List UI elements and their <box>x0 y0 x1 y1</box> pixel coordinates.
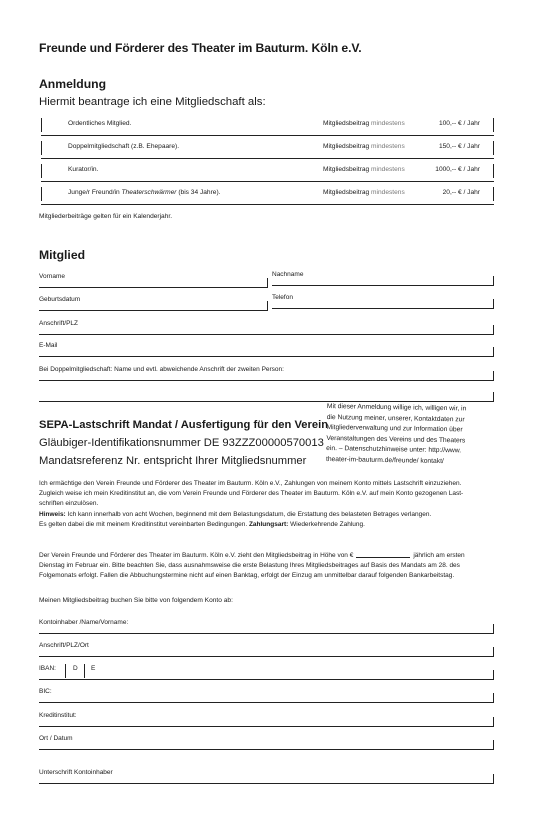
field-right-edge <box>493 774 494 784</box>
beitrag-amount-input[interactable] <box>356 549 410 558</box>
field-right-edge <box>493 647 494 657</box>
field-underline <box>39 656 494 657</box>
checkbox-left-edge <box>41 187 42 201</box>
mitglied-heading: Mitglied <box>39 248 86 262</box>
option-amount: 150,-- € / Jahr <box>438 143 480 150</box>
option-label: Doppelmitgliedschaft (z.B. Ehepaare). <box>68 143 180 150</box>
organization-title: Freunde und Förderer des Theater im Bauturm. Köln e.V. <box>39 41 362 55</box>
geburtsdatum-label: Geburtsdatum <box>39 296 81 303</box>
option-fee-caption: Mitgliedsbeitrag mindestens <box>323 166 405 173</box>
konto-anschrift-field[interactable] <box>39 639 494 657</box>
mandatsreferenz: Mandatsreferenz Nr. entspricht Ihrer Mitgliedsnummer <box>39 455 307 467</box>
row-underline <box>41 181 494 182</box>
anmeldung-subtitle: Hiermit beantrage ich eine Mitgliedschaft als: <box>39 96 266 108</box>
checkbox-left-edge <box>41 141 42 155</box>
field-right-edge <box>493 392 494 402</box>
email-label: E-Mail <box>39 342 58 349</box>
nachname-label: Nachname <box>272 271 304 278</box>
membership-option-doppel[interactable] <box>41 139 494 161</box>
row-underline <box>41 135 494 136</box>
field-underline <box>39 310 268 311</box>
sepa-einzug-paragraph: Der Verein Freunde und Förderer des Theater im Bauturm. Köln e.V. zieht den Mitgliedsbeitrag in Höhe von € jährlich am ersten Dienstag im Februar ein. Bitte beachten Sie, dass ausnahmsweise die erste Belastung Ihres Mitgliedsbeitrages auf Basis des Mandats am 28. des Folgemonats erfolgt. Fallen die Abbuchungstermine nicht auf einen Banktag, erfolgt der Einzug am unmittelbar darauf folgenden Bankarbeitstag. <box>39 549 499 582</box>
field-underline <box>39 726 494 727</box>
iban-country-e: E <box>91 665 96 672</box>
telefon-field[interactable] <box>272 291 494 309</box>
row-right-edge <box>493 141 494 155</box>
field-underline <box>39 401 494 402</box>
field-right-edge <box>493 299 494 309</box>
row-underline <box>41 158 494 159</box>
sepa-heading: SEPA-Lastschrift Mandat / Ausfertigung für den Verein <box>39 419 329 431</box>
telefon-label: Telefon <box>272 294 293 301</box>
iban-field[interactable] <box>39 662 494 680</box>
option-label: Ordentliches Mitglied. <box>68 120 132 127</box>
iban-cell-divider <box>84 664 85 678</box>
field-right-edge <box>493 347 494 357</box>
anmeldung-note: Mitgliederbeiträge gelten für ein Kalenderjahr. <box>39 213 173 220</box>
ort-datum-label: Ort / Datum <box>39 735 73 742</box>
doppelmitglied-extra-line[interactable] <box>39 384 494 402</box>
field-right-edge <box>493 624 494 634</box>
field-right-edge <box>493 276 494 286</box>
datenschutz-consent-text: Mit dieser Anmeldung willige ich, willigen wir, in die Nutzung meiner, unserer, Kontaktdaten zur Mitgliederverwaltung und zur Information über Veranstaltungen des Vereins und des Theaters ein. – Datenschutzhinweise unter: http://www. theater-im-bauturm.de/freunde/ kontakt/ <box>325 402 467 466</box>
anschrift-field[interactable] <box>39 317 494 335</box>
field-underline <box>39 679 494 680</box>
field-right-edge <box>493 717 494 727</box>
konto-intro: Meinen Mitgliedsbeitrag buchen Sie bitte von folgendem Konto ab: <box>39 597 233 604</box>
field-right-edge <box>493 371 494 381</box>
unterschrift-label: Unterschrift Kontoinhaber <box>39 769 113 776</box>
option-amount: 100,-- € / Jahr <box>438 120 480 127</box>
kreditinstitut-label: Kreditinstitut: <box>39 712 77 719</box>
field-right-edge <box>267 278 268 288</box>
row-right-edge <box>493 187 494 201</box>
unterschrift-field[interactable] <box>39 766 494 784</box>
field-underline <box>39 356 494 357</box>
checkbox-left-edge <box>41 164 42 178</box>
field-underline <box>39 380 494 381</box>
bic-label: BIC: <box>39 688 52 695</box>
doppelmitglied-label: Bei Doppelmitgliedschaft: Name und evtl. abweichende Anschrift der zweiten Person: <box>39 366 284 373</box>
field-right-edge <box>493 740 494 750</box>
field-underline <box>272 285 494 286</box>
membership-option-kurator[interactable] <box>41 162 494 184</box>
field-underline <box>39 633 494 634</box>
field-right-edge <box>493 670 494 680</box>
membership-option-ordentlich[interactable] <box>41 116 494 138</box>
row-right-edge <box>493 164 494 178</box>
anschrift-label: Anschrift/PLZ <box>39 320 79 327</box>
kontoinhaber-label: Kontoinhaber /Name/Vorname: <box>39 619 129 626</box>
field-right-edge <box>493 693 494 703</box>
option-fee-caption: Mitgliedsbeitrag mindestens <box>323 189 405 196</box>
option-fee-caption: Mitgliedsbeitrag mindestens <box>323 143 405 150</box>
ort-datum-field[interactable] <box>39 732 494 750</box>
doppelmitglied-field[interactable] <box>39 363 494 381</box>
glaeubiger-id: Gläubiger-Identifikationsnummer DE 93ZZZ00000570013 <box>39 437 324 449</box>
iban-cell-divider <box>65 664 66 678</box>
field-underline <box>272 308 494 309</box>
kontoinhaber-field[interactable] <box>39 616 494 634</box>
field-underline <box>39 749 494 750</box>
field-underline <box>39 287 268 288</box>
vorname-field[interactable] <box>39 270 268 288</box>
option-label: Junge/r Freund/in Theaterschwärmer (bis 34 Jahre). <box>68 189 221 196</box>
anmeldung-heading: Anmeldung <box>39 77 107 91</box>
option-amount: 20,-- € / Jahr <box>442 189 480 196</box>
iban-country-d: D <box>73 665 78 672</box>
iban-label: IBAN: <box>39 665 56 672</box>
konto-anschrift-label: Anschrift/PLZ/Ort <box>39 642 89 649</box>
vorname-label: Vorname <box>39 273 66 280</box>
field-underline <box>39 702 494 703</box>
field-underline <box>39 783 494 784</box>
membership-option-junge-freunde[interactable] <box>41 185 494 207</box>
option-fee-caption: Mitgliedsbeitrag mindestens <box>323 120 405 127</box>
kreditinstitut-field[interactable] <box>39 709 494 727</box>
field-underline <box>39 334 494 335</box>
email-field[interactable] <box>39 339 494 357</box>
nachname-field[interactable] <box>272 268 494 286</box>
field-right-edge <box>267 301 268 311</box>
row-right-edge <box>493 118 494 132</box>
option-amount: 1000,-- € / Jahr <box>435 166 480 173</box>
field-right-edge <box>493 325 494 335</box>
checkbox-left-edge <box>41 118 42 132</box>
row-underline <box>41 204 494 205</box>
option-label: Kurator/in. <box>68 166 99 173</box>
sepa-authorization-paragraph: Ich ermächtige den Verein Freunde und Förderer des Theater im Bauturm. Köln e.V., Zahlungen von meinem Konto mittels Lastschrift einzuziehen. Zugleich weise ich mein Kreditinstitut an, die vom Verein Freunde und Förderer des Theater im Bauturm. Köln e.V. auf mein Konto gezogenen Last- schriften einzulösen. Hinweis: Ich kann innerhalb von acht Wochen, beginnend mit dem Belastungsdatum, die Erstattung des belasteten Betrages verlangen. Es gelten dabei die mit meinem Kreditinstitut vereinbarten Bedingungen. Zahlungsart: Wiederkehrende Zahlung. <box>39 480 464 528</box>
geburtsdatum-field[interactable] <box>39 293 268 311</box>
bic-field[interactable] <box>39 685 494 703</box>
